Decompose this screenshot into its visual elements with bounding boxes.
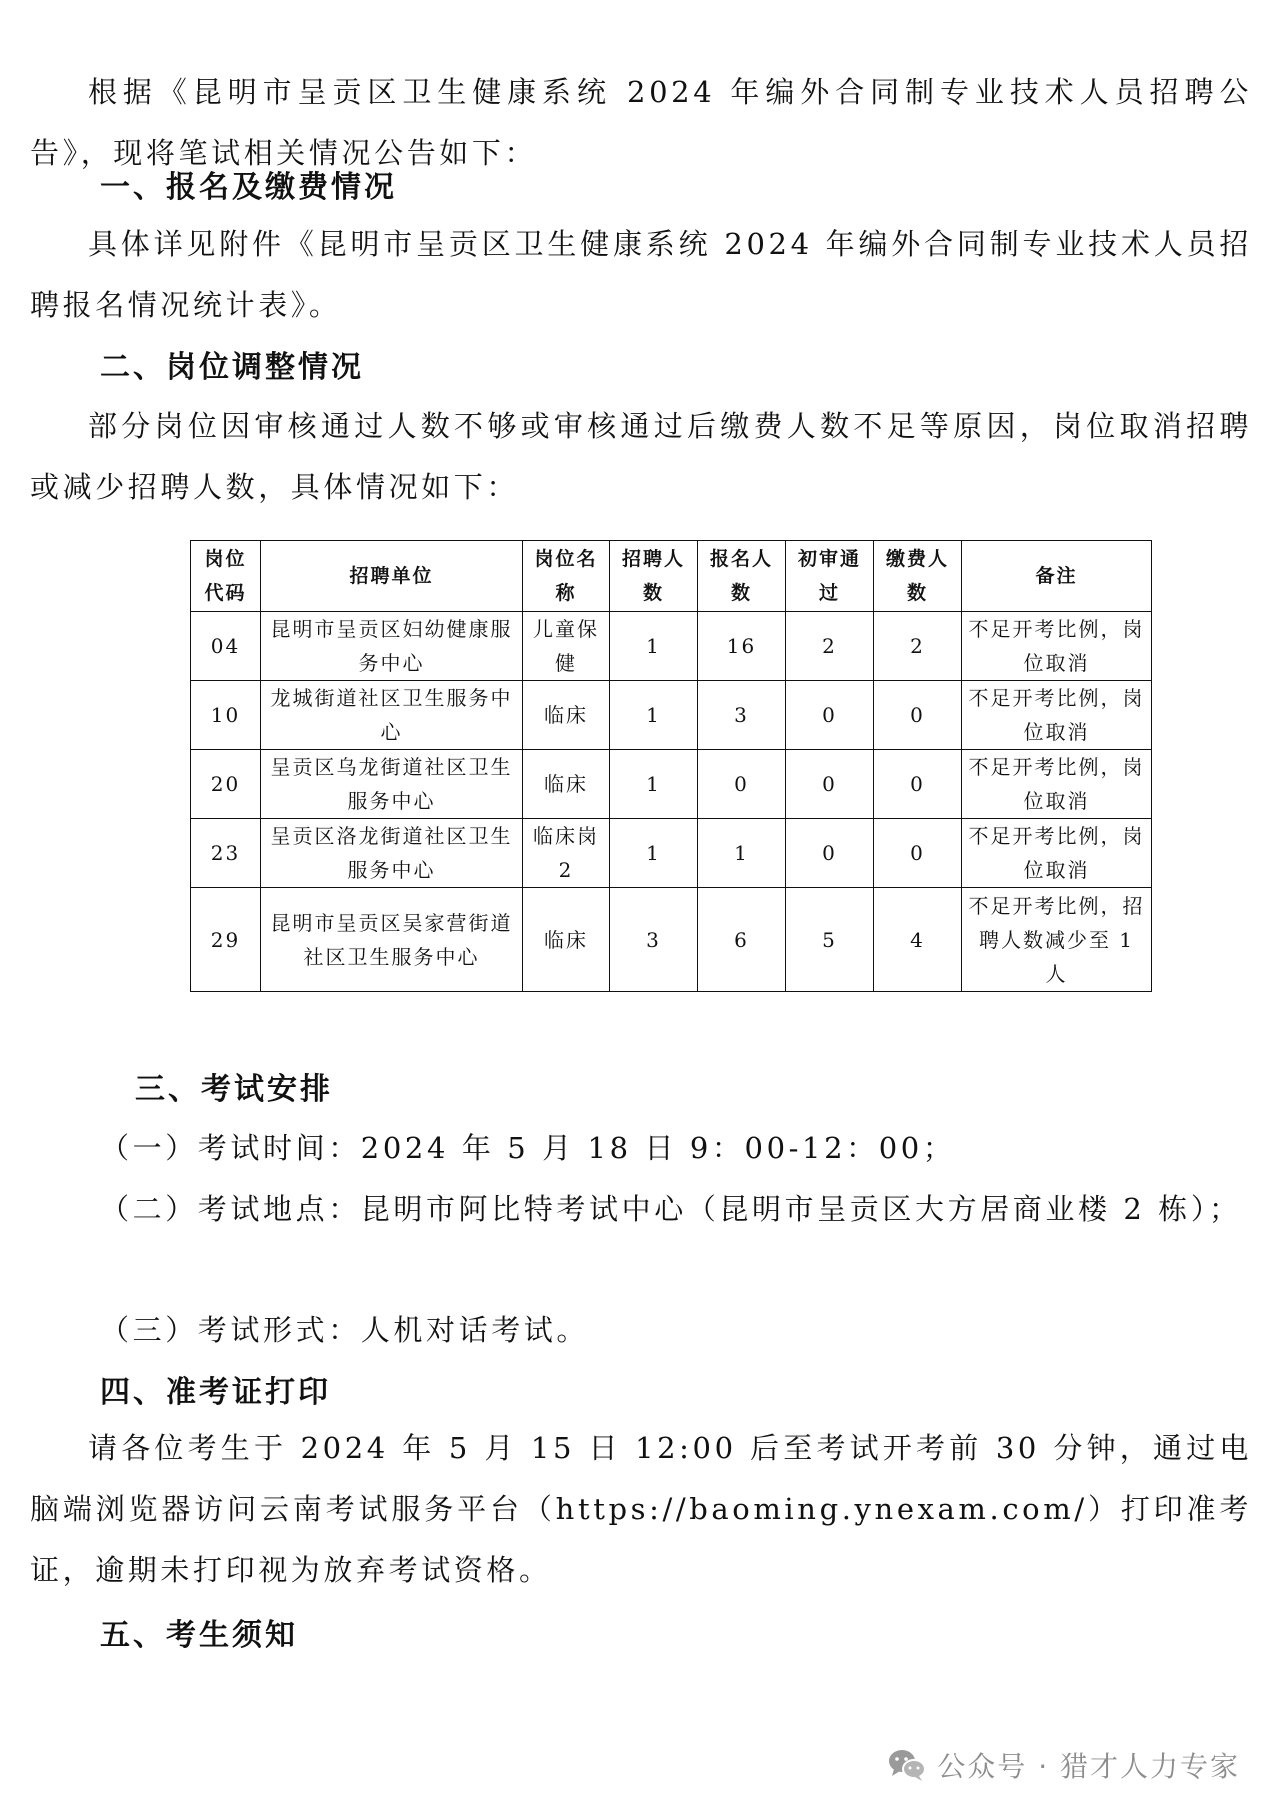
header-cell: 报名人数 (698, 541, 786, 612)
wechat-icon (887, 1747, 927, 1783)
table-cell: 4 (874, 888, 962, 992)
table-cell: 龙城街道社区卫生服务中心 (261, 681, 523, 750)
table-cell: 不足开考比例，岗位取消 (962, 750, 1152, 819)
table-cell: 1 (610, 750, 698, 819)
header-cell: 岗位名称 (523, 541, 610, 612)
exam-time-item: （一）考试时间：2024 年 5 月 18 日 9：00-12：00； (100, 1131, 956, 1165)
section4-heading: 四、准考证打印 (100, 1375, 331, 1410)
section5-heading: 五、考生须知 (100, 1618, 298, 1653)
header-cell: 招聘单位 (261, 541, 523, 612)
table-cell: 3 (610, 888, 698, 992)
position-adjustment-table (190, 540, 1152, 992)
table-cell: 不足开考比例，岗位取消 (962, 612, 1152, 681)
table-cell: 2 (874, 612, 962, 681)
exam-location-item: （二）考试地点：昆明市阿比特考试中心（昆明市呈贡区大方居商业楼 2 栋）； (100, 1192, 1242, 1226)
section1-body: 具体详见附件《昆明市呈贡区卫生健康系统 2024 年编外合同制专业技术人员招聘报名情况统计表》。 (30, 227, 1252, 322)
section2-body: 部分岗位因审核通过人数不够或审核通过后缴费人数不足等原因，岗位取消招聘或减少招聘人数，具体情况如下： (30, 409, 1252, 504)
table-cell: 0 (874, 819, 962, 888)
table-cell: 2 (786, 612, 874, 681)
section1-heading: 一、报名及缴费情况 (100, 170, 397, 205)
table-cell: 0 (786, 750, 874, 819)
table-row (191, 750, 1152, 819)
table-cell: 1 (610, 681, 698, 750)
header-cell: 岗位代码 (191, 541, 261, 612)
table-cell: 6 (698, 888, 786, 992)
header-cell: 缴费人数 (874, 541, 962, 612)
exam-format-item: （三）考试形式：人机对话考试。 (100, 1313, 590, 1347)
table-cell: 3 (698, 681, 786, 750)
table-cell: 29 (191, 888, 261, 992)
table-cell: 16 (698, 612, 786, 681)
table-cell: 0 (698, 750, 786, 819)
table-cell: 0 (874, 750, 962, 819)
table-cell: 04 (191, 612, 261, 681)
table-cell: 昆明市呈贡区吴家营街道社区卫生服务中心 (261, 888, 523, 992)
table-cell: 儿童保健 (523, 612, 610, 681)
table-row (191, 888, 1152, 992)
table-cell: 临床 (523, 888, 610, 992)
watermark-text: 公众号 · 猎才人力专家 (937, 1750, 1240, 1783)
header-cell: 备注 (962, 541, 1152, 612)
table-cell: 20 (191, 750, 261, 819)
table-cell: 0 (874, 681, 962, 750)
table-cell: 临床 (523, 750, 610, 819)
table-cell: 呈贡区乌龙街道社区卫生服务中心 (261, 750, 523, 819)
table-cell: 23 (191, 819, 261, 888)
table-cell: 临床岗 2 (523, 819, 610, 888)
table-cell: 不足开考比例，招聘人数减少至 1 人 (962, 888, 1152, 992)
table-cell: 呈贡区洛龙街道社区卫生服务中心 (261, 819, 523, 888)
table-cell: 1 (610, 612, 698, 681)
table-row (191, 612, 1152, 681)
header-cell: 初审通过 (786, 541, 874, 612)
section2-heading: 二、岗位调整情况 (100, 350, 364, 385)
table-cell: 0 (786, 681, 874, 750)
table-cell: 不足开考比例，岗位取消 (962, 819, 1152, 888)
table-cell: 临床 (523, 681, 610, 750)
table-cell: 1 (610, 819, 698, 888)
watermark (887, 1740, 1240, 1790)
intro-paragraph: 根据《昆明市呈贡区卫生健康系统 2024 年编外合同制专业技术人员招聘公告》，现将笔试相关情况公告如下： (30, 75, 1252, 170)
table-cell: 不足开考比例，岗位取消 (962, 681, 1152, 750)
table-row (191, 819, 1152, 888)
table-cell: 0 (786, 819, 874, 888)
table-header-row (191, 541, 1152, 612)
table-cell: 昆明市呈贡区妇幼健康服务中心 (261, 612, 523, 681)
section4-body: 请各位考生于 2024 年 5 月 15 日 12:00 后至考试开考前 30 分钟，通过电脑端浏览器访问云南考试服务平台（https://baoming.ynexam.com/）打印准考证，逾期未打印视为放弃考试资格。 (30, 1431, 1252, 1587)
table-row (191, 681, 1152, 750)
table-cell: 10 (191, 681, 261, 750)
section3-heading: 三、考试安排 (135, 1072, 333, 1107)
table-cell: 5 (786, 888, 874, 992)
table-cell: 1 (698, 819, 786, 888)
header-cell: 招聘人数 (610, 541, 698, 612)
